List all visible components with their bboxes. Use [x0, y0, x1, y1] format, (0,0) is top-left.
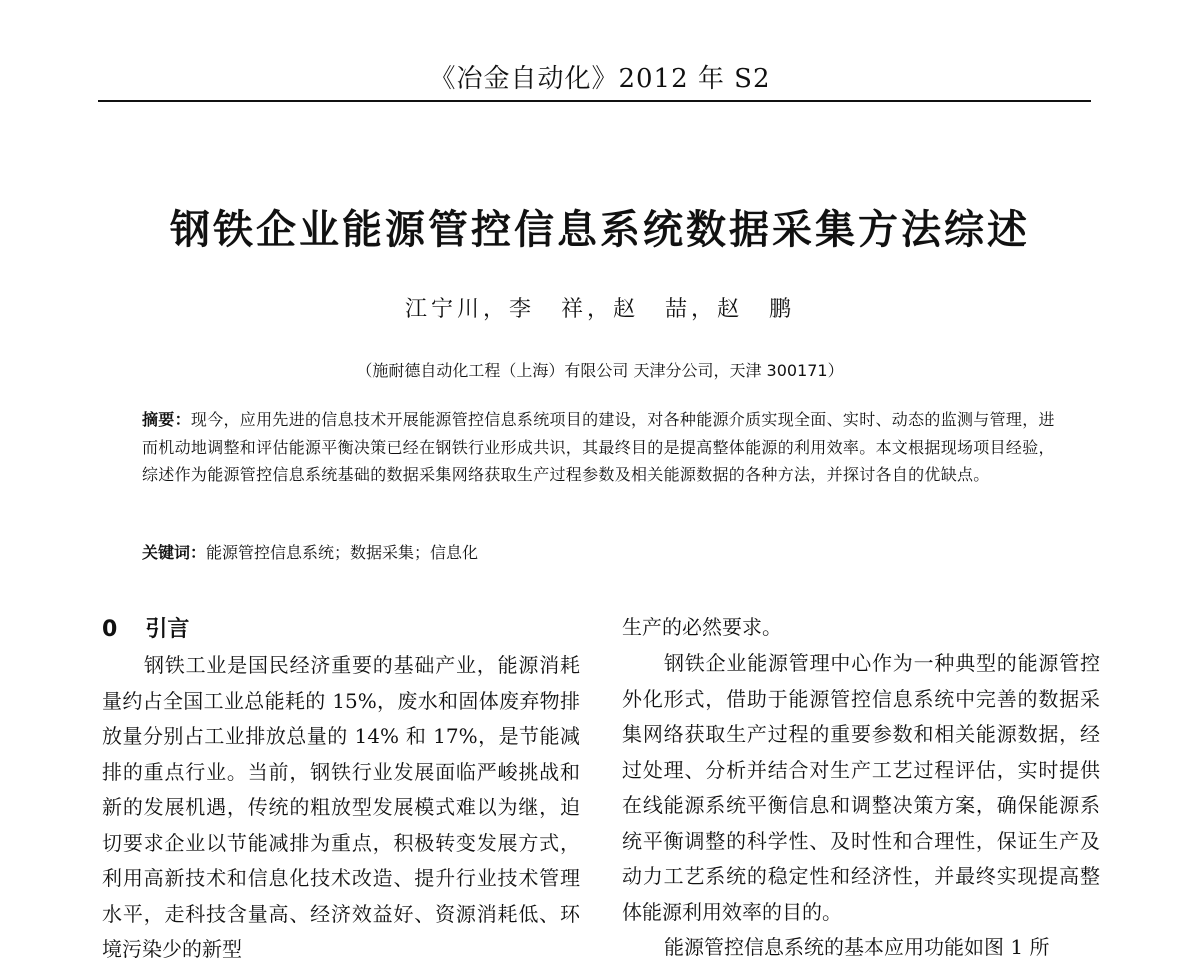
paper-title: 钢铁企业能源管控信息系统数据采集方法综述	[170, 207, 1030, 253]
right-column-paragraph: 钢铁企业能源管理中心作为一种典型的能源管控外化形式，借助于能源管控信息系统中完善的数据采集网络获取生产过程的重要参数和相关能源数据，经过处理、分析并结合对生产工艺过程评估，实时提供在线能源系统平衡信息和调整决策方案，确保能源系统平衡调整的科学性、及时性和合理性，保证生产及动力工艺系统的稳定性和经济性，并最终实现提高整体能源利用效率的目的。	[622, 651, 1100, 924]
section-heading	[102, 612, 189, 643]
keywords	[142, 540, 1060, 563]
abstract-label: 摘要：	[142, 410, 191, 429]
header-rule	[98, 100, 1091, 102]
abstract	[142, 406, 1060, 489]
journal-header: 《冶金自动化》2012 年 S2	[429, 64, 771, 94]
section-title: 引言	[145, 617, 190, 642]
left-column-paragraph: 钢铁工业是国民经济重要的基础产业，能源消耗量约占全国工业总能耗的 15%，废水和固体废弃物排放量分别占工业排放总量的 14% 和 17%，是节能减排的重点行业。当前，钢铁行业发展面临严峻挑战和新的发展机遇，传统的粗放型发展模式难以为继，迫切要求企业以节能减排为重点，积极转变发展方式，利用高新技术和信息化技术改造、提升行业技术管理水平，走科技含量高、经济效益好、资源消耗低、环境污染少的新型	[102, 653, 580, 961]
section-number: 0	[102, 617, 118, 642]
author-list: 江宁川，李 祥，赵 喆，赵 鹏	[404, 297, 795, 322]
abstract-text: 现今，应用先进的信息技术开展能源管控信息系统项目的建设，对各种能源介质实现全面、实时、动态的监测与管理，进而机动地调整和评估能源平衡决策已经在钢铁行业形成共识，其最终目的是提高整体能源的利用效率。本文根据现场项目经验，综述作为能源管控信息系统基础的数据采集网络获取生产过程参数及相关能源数据的各种方法，并探讨各自的优缺点。	[142, 410, 1055, 484]
right-column-next-paragraph: 能源管控信息系统的基本应用功能如图 1 所	[664, 935, 1050, 959]
affiliation: （施耐德自动化工程（上海）有限公司 天津分公司，天津 300171）	[356, 361, 844, 380]
right-column-continuation: 生产的必然要求。	[622, 615, 782, 639]
keywords-text: 能源管控信息系统；数据采集；信息化	[206, 543, 479, 562]
keywords-label: 关键词：	[142, 543, 207, 562]
